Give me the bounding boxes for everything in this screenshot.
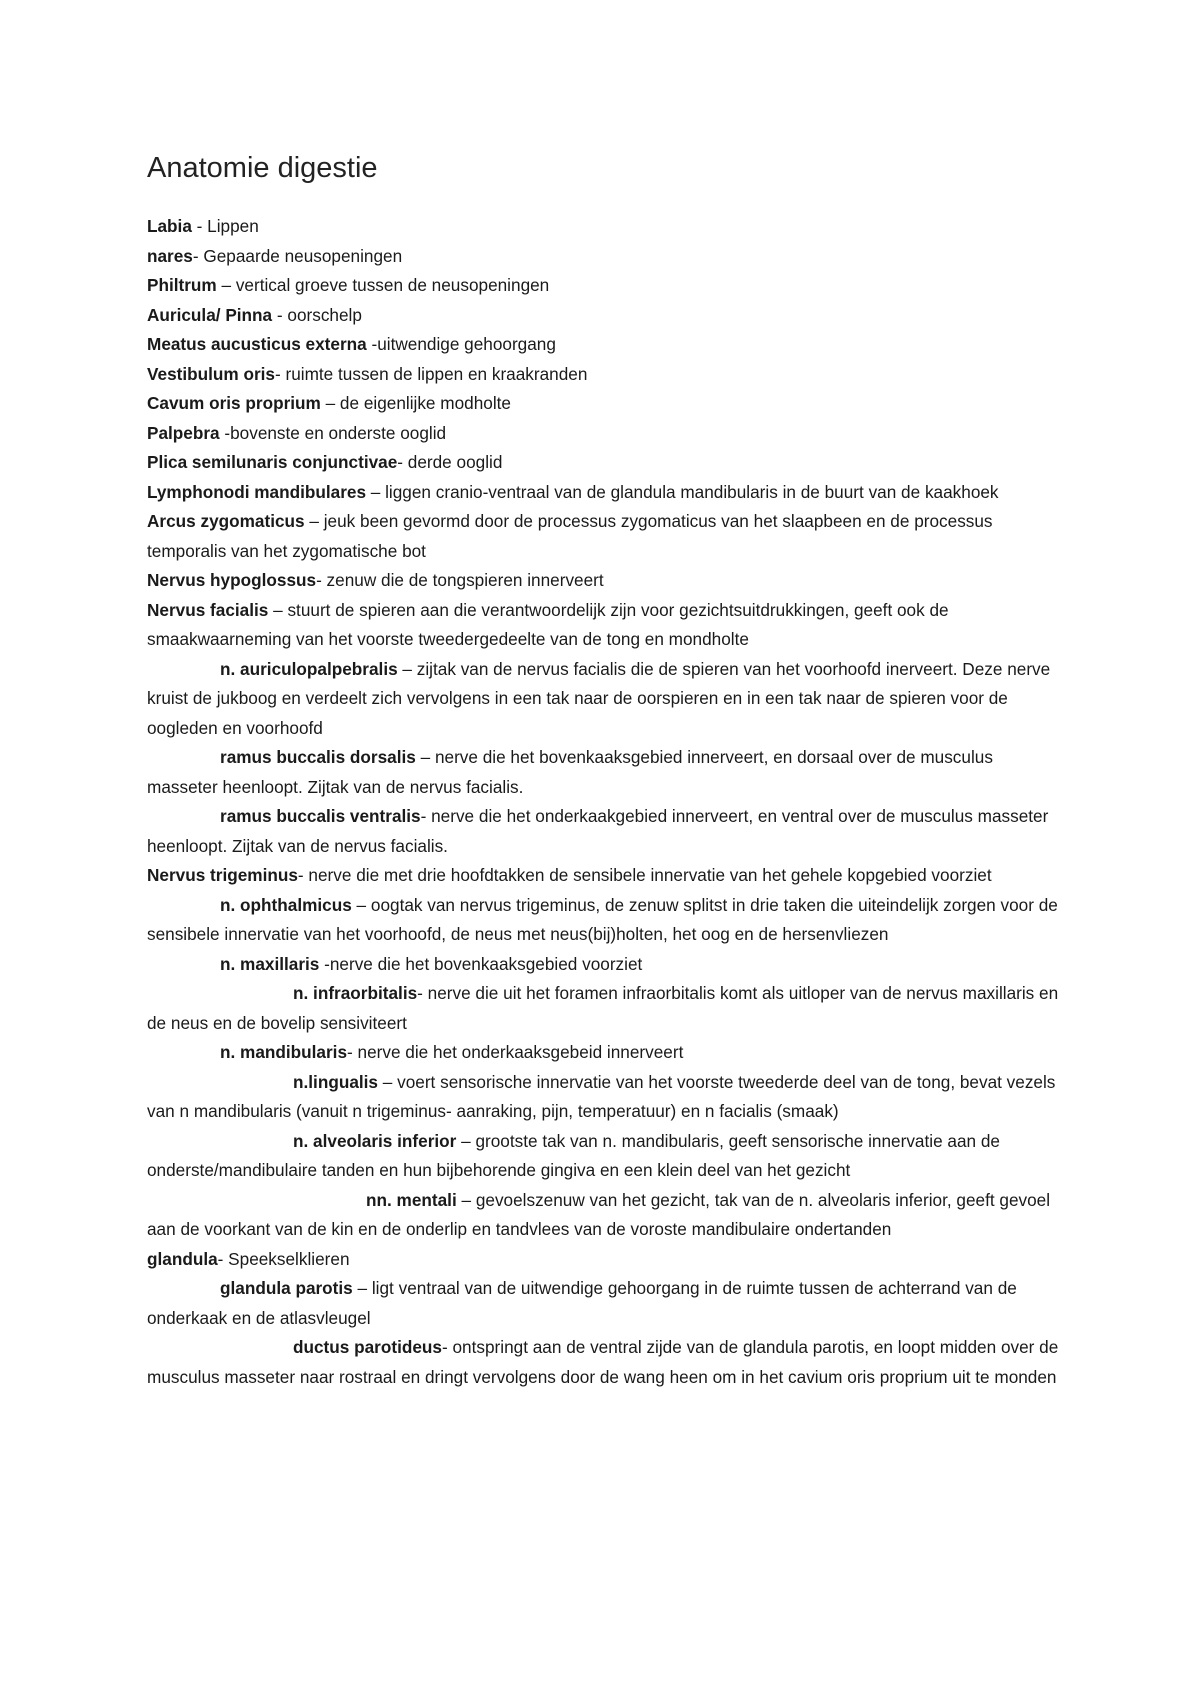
entry-term: Arcus zygomaticus (147, 511, 305, 531)
entry-arcus (147, 507, 1067, 566)
entry-ophthalmicus (147, 891, 1067, 950)
entry-description: - Gepaarde neusopeningen (192, 245, 403, 266)
entry-glandula-parotis (147, 1274, 1067, 1333)
entry-description: – jeuk been gevormd door de processus zygomaticus van het slaapbeen en de processus temporalis van het zygomatische bot (147, 511, 993, 561)
entry-description: – gevoelszenuw van het gezicht, tak van de n. alveolaris inferior, geeft gevoel aan de voorkant van de kin en de onderlip en tandvlees van de voroste mandibulaire ondertanden (147, 1189, 1051, 1239)
entry-description: – voert sensorische innervatie van het voorste tweederde deel van de tong, bevat vezels van n mandibularis (vanuit n trigeminus- aanraking, pijn, temperatuur) en n facialis (smaak) (147, 1071, 1056, 1121)
entry-description: - oorschelp (272, 304, 362, 325)
entry-term: n.lingualis (293, 1071, 378, 1092)
entry-palpebra (147, 419, 1067, 449)
entry-term: Palpebra (147, 422, 220, 443)
entry-plica (147, 448, 1067, 478)
entry-term: Philtrum (147, 275, 217, 295)
entry-description: - nerve die het onderkaaksgebeid innerveert (347, 1042, 684, 1062)
entry-meatus (147, 330, 1067, 360)
entry-hypoglossus (147, 566, 1067, 596)
entry-term: n. mandibularis (220, 1042, 348, 1062)
entry-description: - Lippen (191, 216, 259, 236)
entry-description: - ontspringt aan de ventral zijde van de glandula parotis, en loopt midden over de musculus masseter naar rostraal en dringt vervolgens door de wang heen om in het cavium oris proprium uit te monden (147, 1337, 1059, 1387)
entry-buccalis-dorsalis (147, 743, 1067, 802)
entry-term: Vestibulum oris (147, 363, 275, 384)
entry-term: Lymphonodi mandibulares (147, 481, 366, 502)
entry-description: – ligt ventraal van de uitwendige gehoorgang in de ruimte tussen de achterrand van de onderkaak en de atlasvleugel (147, 1278, 1017, 1328)
entry-term: Nervus trigeminus (147, 865, 298, 885)
entry-infraorbitalis (147, 979, 1067, 1038)
entry-term: nares (147, 245, 193, 266)
entry-term: glandula (147, 1248, 218, 1269)
entry-term: ramus buccalis ventralis (220, 806, 421, 826)
entry-term: Nervus hypoglossus (147, 570, 317, 590)
entry-list (147, 212, 1067, 1392)
entry-trigeminus (147, 861, 1067, 891)
entry-term: ductus parotideus (293, 1337, 442, 1357)
entry-labia (147, 212, 1067, 242)
entry-description: -uitwendige gehoorgang (366, 334, 556, 354)
entry-term: Plica semilunaris conjunctivae (147, 452, 398, 472)
entry-mentali (147, 1186, 1067, 1245)
entry-description: – de eigenlijke modholte (320, 393, 511, 413)
entry-buccalis-ventralis (147, 802, 1067, 861)
document-page (147, 150, 1067, 1392)
entry-description: -nerve die het bovenkaaksgebied voorziet (319, 953, 643, 974)
entry-term: Cavum oris proprium (147, 393, 321, 413)
entry-facialis (147, 596, 1067, 655)
page-title: Anatomie digestie (147, 152, 378, 184)
entry-maxillaris (147, 950, 1067, 980)
entry-description: – zijtak van de nervus facialis die de spieren van het voorhoofd inerveert. Deze nerve kruist de jukboog en verdeelt zich vervolgens in een tak naar de oorspieren en in een tak naar de spieren voor de oogleden en voorhoofd (147, 658, 1051, 738)
entry-term: n. alveolaris inferior (293, 1130, 457, 1151)
entry-ductus-parotideus (147, 1333, 1067, 1392)
entry-cavum (147, 389, 1067, 419)
entry-description: – vertical groeve tussen de neusopeningen (216, 275, 550, 295)
entry-term: nn. mentali (366, 1189, 457, 1210)
entry-term: n. ophthalmicus (220, 894, 352, 915)
entry-description: – stuurt de spieren aan die verantwoordelijk zijn voor gezichtsuitdrukkingen, geeft ook de smaakwaarneming van het voorste tweedergedeelte van de tong en mondholte (147, 599, 949, 649)
entry-description: - nerve die met drie hoofdtakken de sensibele innervatie van het gehele kopgebied voorziet (297, 865, 992, 885)
entry-term: n. auriculopalpebralis (220, 658, 398, 679)
entry-description: -bovenste en onderste ooglid (219, 422, 447, 443)
entry-term: n. infraorbitalis (293, 983, 418, 1003)
entry-description: – nerve die het bovenkaaksgebied innerveert, en dorsaal over de musculus masseter heenloopt. Zijtak van de nervus facialis. (147, 747, 993, 797)
entry-description: - Speekselklieren (217, 1248, 350, 1269)
entry-description: - nerve die het onderkaakgebied innerveert, en ventral over de musculus masseter heenloopt. Zijtak van de nervus facialis. (147, 806, 1049, 856)
entry-lingualis (147, 1068, 1067, 1127)
entry-vestibulum (147, 360, 1067, 390)
entry-description: - ruimte tussen de lippen en kraakranden (274, 363, 588, 384)
entry-glandula (147, 1245, 1067, 1275)
entry-term: Meatus aucusticus externa (147, 334, 367, 354)
entry-term: ramus buccalis dorsalis (220, 747, 416, 767)
entry-description: - derde ooglid (397, 452, 503, 472)
entry-description: – grootste tak van n. mandibularis, geeft sensorische innervatie aan de onderste/mandibulaire tanden en hun bijbehorende gingiva en een klein deel van het gezicht (147, 1130, 1000, 1180)
entry-description: - zenuw die de tongspieren innerveert (316, 570, 604, 590)
entry-nares (147, 242, 1067, 272)
entry-philtrum (147, 271, 1067, 301)
entry-term: glandula parotis (220, 1278, 353, 1298)
entry-description: – liggen cranio-ventraal van de glandula mandibularis in de buurt van de kaakhoek (366, 481, 999, 502)
entry-lymphonodi (147, 478, 1067, 508)
entry-term: Labia (147, 216, 192, 236)
entry-auriculopalpebralis (147, 655, 1067, 744)
entry-term: n. maxillaris (220, 953, 320, 974)
entry-description: – oogtak van nervus trigeminus, de zenuw splitst in drie taken die uiteindelijk zorgen voor de sensibele innervatie van het voorhoofd, de neus met neus(bij)holten, het oog en de hersenvliezen (147, 894, 1058, 944)
entry-mandibularis (147, 1038, 1067, 1068)
entry-alveolaris-inferior (147, 1127, 1067, 1186)
entry-term: Auricula/ Pinna (147, 304, 273, 325)
entry-description: - nerve die uit het foramen infraorbitalis komt als uitloper van de nervus maxillaris en de neus en de bovelip sensiviteert (147, 983, 1059, 1033)
entry-auricula (147, 301, 1067, 331)
entry-term: Nervus facialis (147, 599, 269, 620)
